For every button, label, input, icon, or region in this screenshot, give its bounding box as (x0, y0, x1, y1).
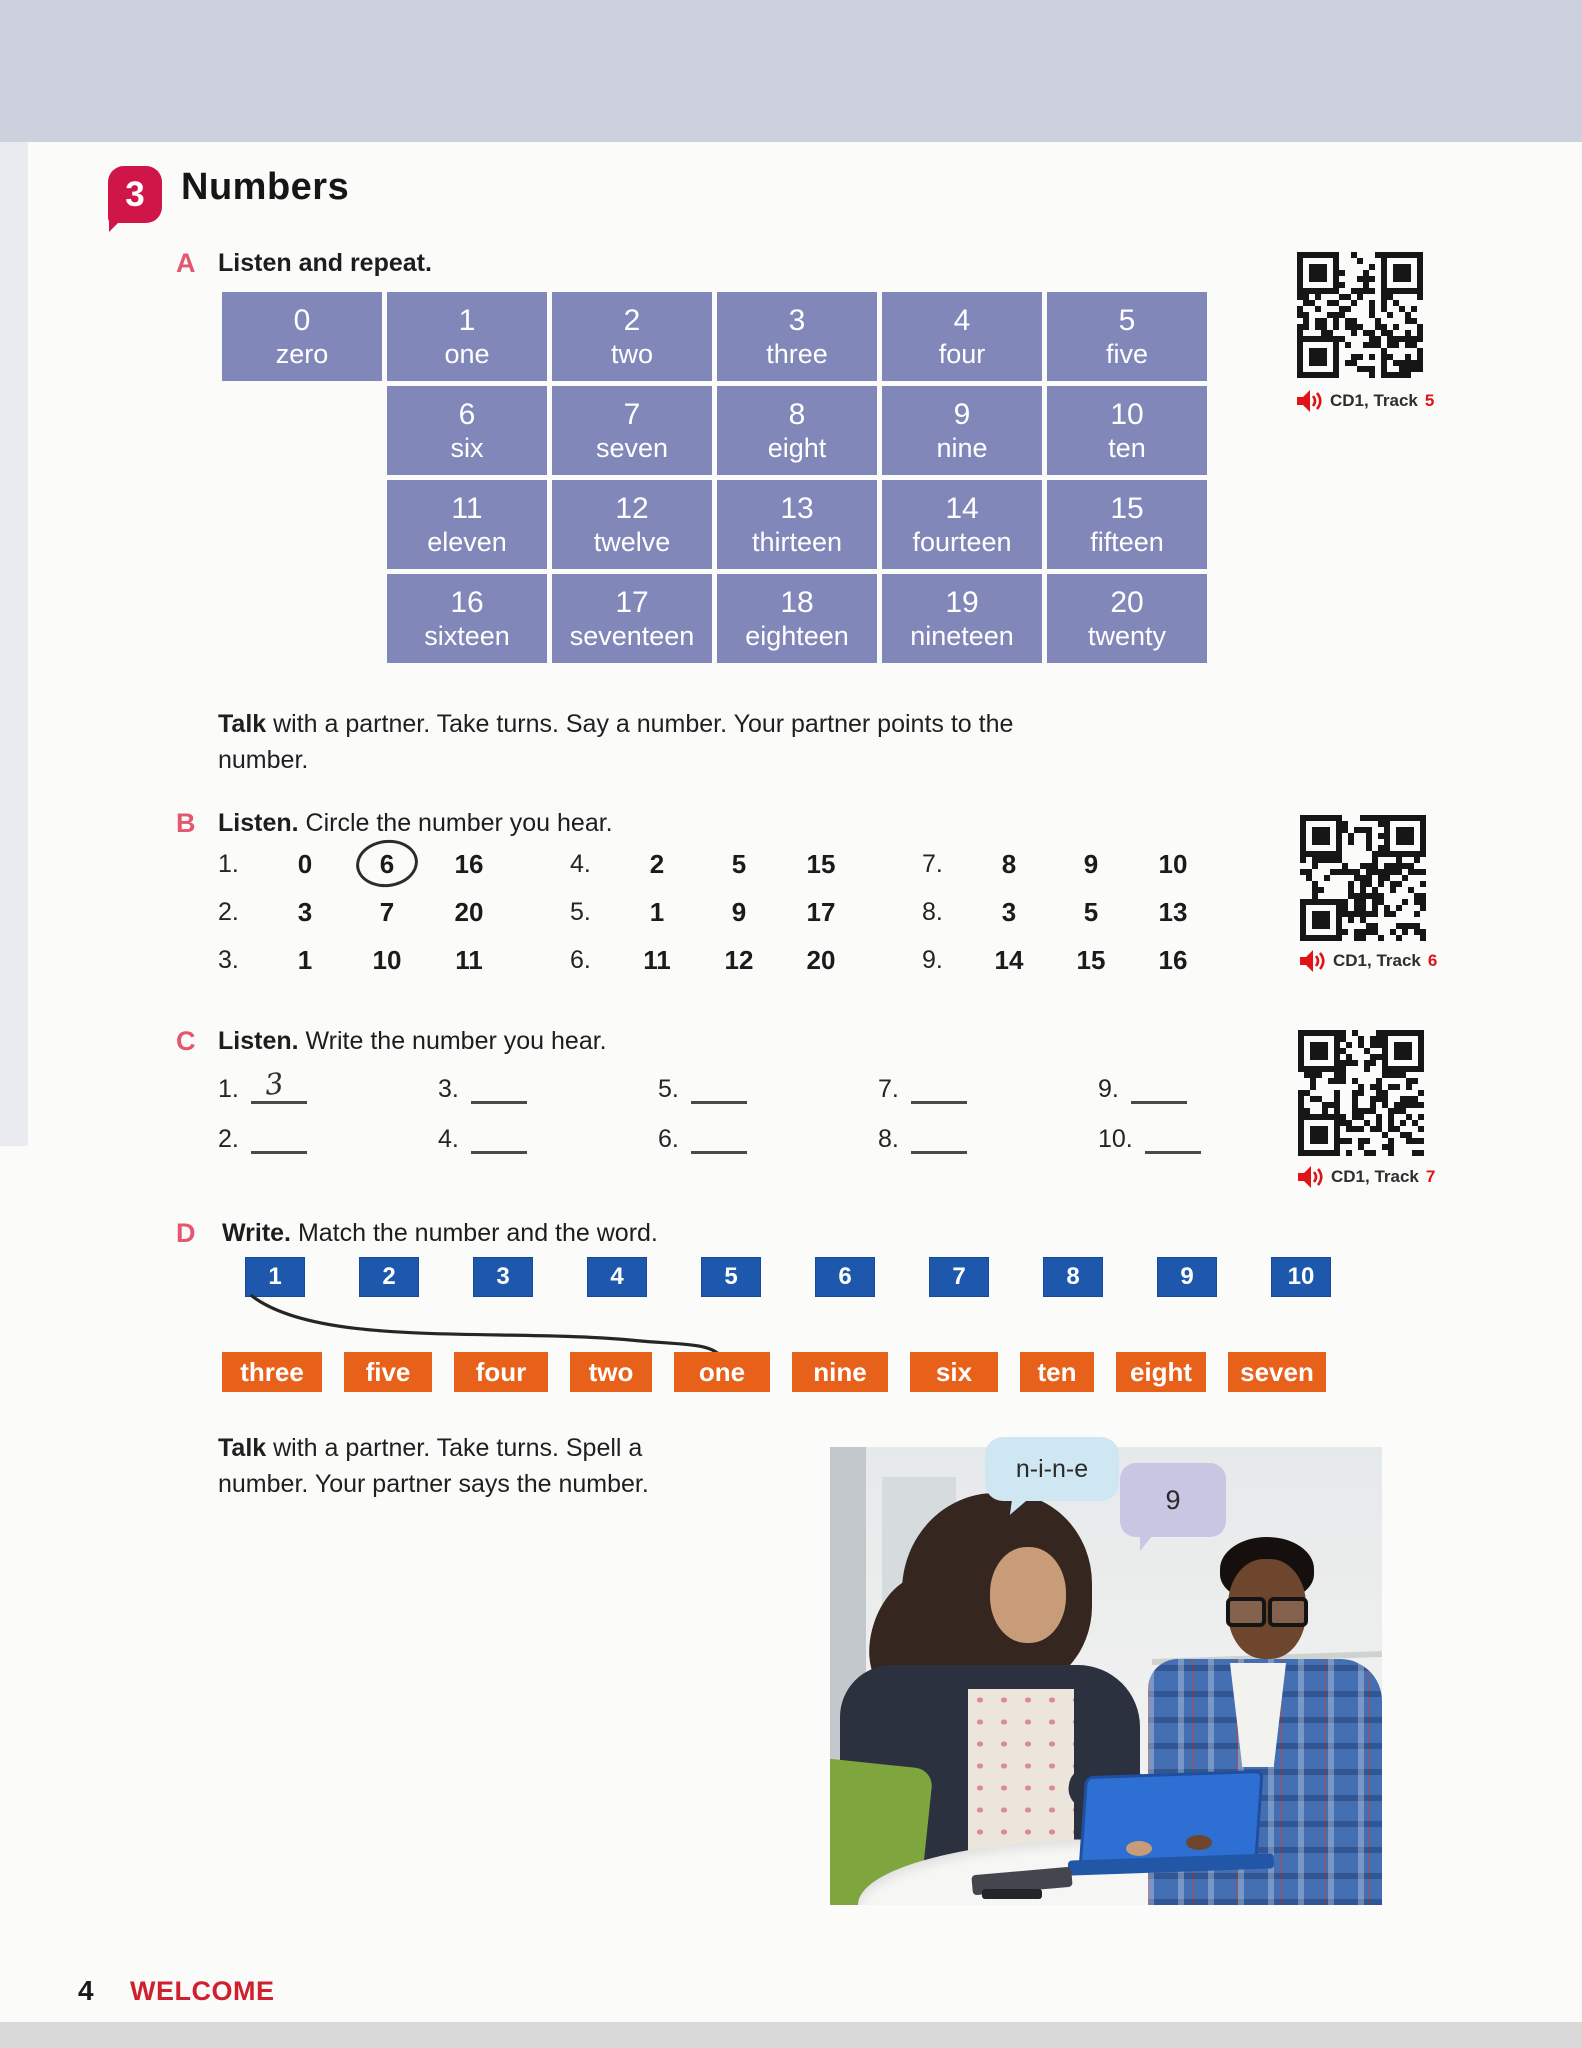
classroom-photo (830, 1447, 1382, 1905)
answer-blank[interactable] (251, 1066, 307, 1104)
match-number-box-4[interactable]: 4 (587, 1257, 647, 1297)
page-top-margin (0, 0, 1582, 142)
section-a-instruction: Listen and repeat. (218, 249, 432, 277)
section-b-letter: B (176, 808, 196, 838)
exercise-b-item-9 (922, 936, 1274, 984)
number-cell-8[interactable] (717, 386, 877, 475)
section-c-letter: C (176, 1026, 196, 1056)
circle-option-20[interactable]: 20 (806, 944, 836, 975)
exercise-b-item-4 (570, 840, 922, 888)
circle-option-5[interactable]: 5 (1083, 896, 1099, 927)
section-c-instruction (218, 1027, 607, 1056)
section-a-letter: A (176, 248, 196, 278)
cell-number: 4 (953, 304, 971, 338)
cell-word: eight (767, 432, 827, 463)
number-cell-10[interactable] (1047, 386, 1207, 475)
match-number-box-5[interactable]: 5 (701, 1257, 761, 1297)
cell-word: eighteen (745, 620, 849, 651)
cell-word: seventeen (569, 620, 695, 651)
cell-number: 16 (450, 586, 484, 620)
answer-blank[interactable] (251, 1121, 307, 1154)
unit-number: 3 (125, 174, 145, 214)
match-number-box-1[interactable]: 1 (245, 1257, 305, 1297)
footer-section-label: WELCOME (130, 1976, 275, 2006)
circle-option-10[interactable]: 10 (1158, 848, 1188, 879)
track-number: 5 (1424, 391, 1435, 410)
number-cell-20[interactable] (1047, 574, 1207, 663)
audio-track-label-c (1298, 1166, 1435, 1188)
exercise-b-item-6 (570, 936, 922, 984)
item-number: 6. (658, 1125, 679, 1153)
circle-option-16[interactable]: 16 (1158, 944, 1188, 975)
cell-word: thirteen (751, 526, 843, 557)
circle-option-11[interactable]: 11 (455, 944, 483, 975)
exercise-b-item-7 (922, 840, 1274, 888)
item-number: 8. (922, 897, 943, 926)
item-number: 4. (438, 1125, 459, 1153)
circle-option-15[interactable]: 15 (806, 848, 836, 879)
cell-word: four (938, 338, 986, 369)
match-number-box-3[interactable]: 3 (473, 1257, 533, 1297)
match-number-box-9[interactable]: 9 (1157, 1257, 1217, 1297)
circle-option-9[interactable]: 9 (731, 896, 747, 927)
exercise-b-item-3 (218, 936, 570, 984)
answer-blank[interactable] (471, 1121, 527, 1154)
page-title: Numbers (181, 166, 350, 208)
exercise-b-grid (218, 840, 1274, 984)
qr-code-track-5 (1297, 252, 1423, 378)
circle-option-2[interactable]: 2 (649, 848, 665, 879)
exercise-b-item-2 (218, 888, 570, 936)
answer-blank[interactable] (911, 1071, 967, 1104)
circle-option-11[interactable]: 11 (643, 944, 671, 975)
answer-blank[interactable] (1145, 1121, 1201, 1154)
circle-option-7[interactable]: 7 (379, 896, 395, 927)
cell-word: seven (595, 432, 669, 463)
item-number: 6. (570, 945, 591, 974)
number-cell-12[interactable] (552, 480, 712, 569)
track-prefix: CD1, Track (1330, 391, 1418, 410)
answer-blank[interactable] (1131, 1071, 1187, 1104)
number-cell-3[interactable] (717, 292, 877, 381)
circle-option-16[interactable]: 16 (454, 848, 484, 879)
match-number-box-7[interactable]: 7 (929, 1257, 989, 1297)
unit-number-badge (108, 166, 162, 223)
match-word-box-five[interactable]: five (344, 1352, 432, 1392)
number-cell-13[interactable] (717, 480, 877, 569)
cell-word: one (444, 338, 490, 369)
instruction-rest: Circle the number you hear. (298, 809, 613, 837)
item-number: 2. (218, 1125, 239, 1153)
match-number-box-2[interactable]: 2 (359, 1257, 419, 1297)
match-word-row (222, 1352, 1326, 1392)
circle-option-12[interactable]: 12 (724, 944, 754, 975)
item-number: 3. (218, 945, 239, 974)
circle-option-8[interactable]: 8 (1001, 848, 1017, 879)
item-number: 5. (570, 897, 591, 926)
circle-option-0[interactable]: 0 (297, 848, 313, 879)
cell-word: zero (275, 338, 329, 369)
cell-number: 17 (615, 586, 649, 620)
instruction-bold: Write. (222, 1219, 291, 1247)
cell-word: five (1105, 338, 1149, 369)
circle-option-1[interactable]: 1 (297, 944, 313, 975)
item-number: 7. (878, 1075, 899, 1103)
number-cell-15[interactable] (1047, 480, 1207, 569)
number-cell-11[interactable] (387, 480, 547, 569)
match-word-box-three[interactable]: three (222, 1352, 322, 1392)
cell-number: 10 (1110, 398, 1144, 432)
track-number: 7 (1425, 1167, 1436, 1186)
number-cell-16[interactable] (387, 574, 547, 663)
match-word-box-seven[interactable]: seven (1228, 1352, 1326, 1392)
cell-number: 11 (451, 492, 483, 526)
speaker-icon (1300, 950, 1326, 972)
cell-number: 20 (1110, 586, 1144, 620)
cell-word: fifteen (1090, 526, 1164, 557)
cell-word: fourteen (912, 526, 1012, 557)
qr-code-track-6 (1300, 815, 1426, 941)
match-word-box-one[interactable]: one (674, 1352, 770, 1392)
cell-word: nineteen (910, 620, 1014, 651)
match-word-box-two[interactable]: two (570, 1352, 652, 1392)
cell-number: 18 (780, 586, 814, 620)
speech-bubble-number (1120, 1463, 1226, 1537)
item-number: 3. (438, 1075, 459, 1103)
exercise-c-item-6 (658, 1112, 878, 1154)
phone (982, 1889, 1042, 1899)
page-number: 4 (78, 1975, 94, 2006)
item-number: 1. (218, 849, 239, 878)
item-number: 2. (218, 897, 239, 926)
talk-bold-word: Talk (218, 1434, 267, 1462)
number-cell-19[interactable] (882, 574, 1042, 663)
cell-number: 0 (293, 304, 311, 338)
circle-option-3[interactable]: 3 (297, 896, 313, 927)
cell-number: 14 (945, 492, 979, 526)
exercise-c-item-4 (438, 1112, 658, 1154)
cell-number: 8 (788, 398, 806, 432)
instruction-rest: Write the number you hear. (298, 1027, 607, 1055)
glasses-icon (1226, 1597, 1266, 1627)
circle-option-20[interactable]: 20 (454, 896, 484, 927)
number-cell-7[interactable] (552, 386, 712, 475)
number-cell-18[interactable] (717, 574, 877, 663)
number-cell-0[interactable] (222, 292, 382, 381)
audio-track-label-a (1297, 390, 1434, 412)
number-cell-4[interactable] (882, 292, 1042, 381)
exercise-c-item-1 (218, 1062, 438, 1104)
cell-word: six (450, 432, 484, 463)
number-cell-5[interactable] (1047, 292, 1207, 381)
number-cell-6[interactable] (387, 386, 547, 475)
circle-option-3[interactable]: 3 (1001, 896, 1017, 927)
exercise-c-item-2 (218, 1112, 438, 1154)
circle-option-14[interactable]: 14 (994, 944, 1024, 975)
bubble-text: 9 (1165, 1484, 1181, 1515)
glasses-icon (1268, 1597, 1308, 1627)
number-cell-9[interactable] (882, 386, 1042, 475)
match-number-box-8[interactable]: 8 (1043, 1257, 1103, 1297)
instruction-rest: Match the number and the word. (291, 1219, 658, 1247)
talk-instruction-d (218, 1430, 688, 1502)
page-left-margin (0, 142, 28, 1146)
circle-option-9[interactable]: 9 (1083, 848, 1099, 879)
match-word-box-six[interactable]: six (910, 1352, 998, 1392)
section-b-instruction (218, 809, 613, 838)
speaker-icon (1297, 390, 1323, 412)
cell-number: 13 (780, 492, 814, 526)
exercise-b-item-8 (922, 888, 1274, 936)
cell-number: 19 (945, 586, 979, 620)
cell-word: eleven (427, 526, 507, 557)
talk-rest-text: with a partner. Take turns. Say a number. Your partner points to the number. (218, 710, 1014, 774)
number-cell-2[interactable] (552, 292, 712, 381)
instruction-bold: Listen. (218, 1027, 299, 1055)
cell-number: 12 (615, 492, 649, 526)
match-word-box-ten[interactable]: ten (1020, 1352, 1094, 1392)
woman-hand (1126, 1841, 1152, 1856)
cell-word: twenty (1087, 620, 1167, 651)
number-cell-14[interactable] (882, 480, 1042, 569)
circled-option-6[interactable]: 6 (346, 849, 428, 880)
item-number: 4. (570, 849, 591, 878)
item-number: 9. (922, 945, 943, 974)
number-cell-17[interactable] (552, 574, 712, 663)
exercise-b-item-5 (570, 888, 922, 936)
cell-number: 15 (1110, 492, 1144, 526)
circle-option-15[interactable]: 15 (1076, 944, 1106, 975)
cell-number: 5 (1118, 304, 1136, 338)
match-number-box-6[interactable]: 6 (815, 1257, 875, 1297)
man-hand (1186, 1835, 1212, 1850)
cell-word: sixteen (424, 620, 510, 651)
cell-word: ten (1108, 432, 1146, 463)
item-number: 8. (878, 1125, 899, 1153)
exercise-c-item-8 (878, 1112, 1098, 1154)
woman-face (990, 1547, 1066, 1643)
match-word-box-eight[interactable]: eight (1116, 1352, 1206, 1392)
exercise-c-item-7 (878, 1062, 1098, 1104)
match-word-box-nine[interactable]: nine (792, 1352, 888, 1392)
exercise-c-item-9 (1098, 1062, 1318, 1104)
circle-option-5[interactable]: 5 (731, 848, 747, 879)
section-d-letter: D (176, 1218, 196, 1248)
exercise-c-item-10 (1098, 1112, 1318, 1154)
talk-bold-word: Talk (218, 710, 267, 738)
answer-blank[interactable] (911, 1121, 967, 1154)
exercise-c-item-5 (658, 1062, 878, 1104)
qr-code-track-7 (1298, 1030, 1424, 1156)
bubble-text: n-i-n-e (1015, 1454, 1089, 1483)
cell-number: 2 (623, 304, 641, 338)
exercise-c-item-3 (438, 1062, 658, 1104)
cell-word: two (610, 338, 654, 369)
exercise-b-item-1 (218, 840, 570, 888)
exercise-c-grid (218, 1062, 1318, 1162)
cell-word: twelve (593, 526, 671, 557)
instruction-bold: Listen. (218, 809, 299, 837)
match-number-box-10[interactable]: 10 (1271, 1257, 1331, 1297)
number-table (222, 292, 1207, 663)
track-prefix: CD1, Track (1331, 1167, 1419, 1186)
cell-number: 3 (788, 304, 806, 338)
track-number: 6 (1427, 951, 1438, 970)
circle-option-10[interactable]: 10 (372, 944, 402, 975)
cell-word: nine (936, 432, 988, 463)
cell-number: 6 (458, 398, 476, 432)
item-number: 5. (658, 1075, 679, 1103)
circle-option-17[interactable]: 17 (806, 896, 836, 927)
page-bottom-margin (0, 2022, 1582, 2048)
circle-option-13[interactable]: 13 (1158, 896, 1188, 927)
answer-blank[interactable] (691, 1121, 747, 1154)
item-number: 10. (1098, 1125, 1133, 1153)
cell-word: three (766, 338, 828, 369)
handwritten-answer: 3 (263, 1066, 286, 1102)
answer-blank[interactable] (691, 1071, 747, 1104)
item-number: 1. (218, 1075, 239, 1103)
speech-bubble-spelling (985, 1437, 1119, 1501)
cell-number: 1 (458, 304, 476, 338)
circle-option-1[interactable]: 1 (649, 896, 665, 927)
number-cell-1[interactable] (387, 292, 547, 381)
talk-rest-text: with a partner. Take turns. Spell a number. Your partner says the number. (218, 1434, 649, 1498)
speaker-icon (1298, 1166, 1324, 1188)
talk-instruction-a (218, 706, 1068, 778)
item-number: 9. (1098, 1075, 1119, 1103)
match-word-box-four[interactable]: four (454, 1352, 548, 1392)
cell-number: 9 (953, 398, 971, 432)
answer-blank[interactable] (471, 1071, 527, 1104)
audio-track-label-b (1300, 950, 1437, 972)
cell-number: 7 (623, 398, 641, 432)
item-number: 7. (922, 849, 943, 878)
track-prefix: CD1, Track (1333, 951, 1421, 970)
section-d-instruction (222, 1219, 658, 1248)
